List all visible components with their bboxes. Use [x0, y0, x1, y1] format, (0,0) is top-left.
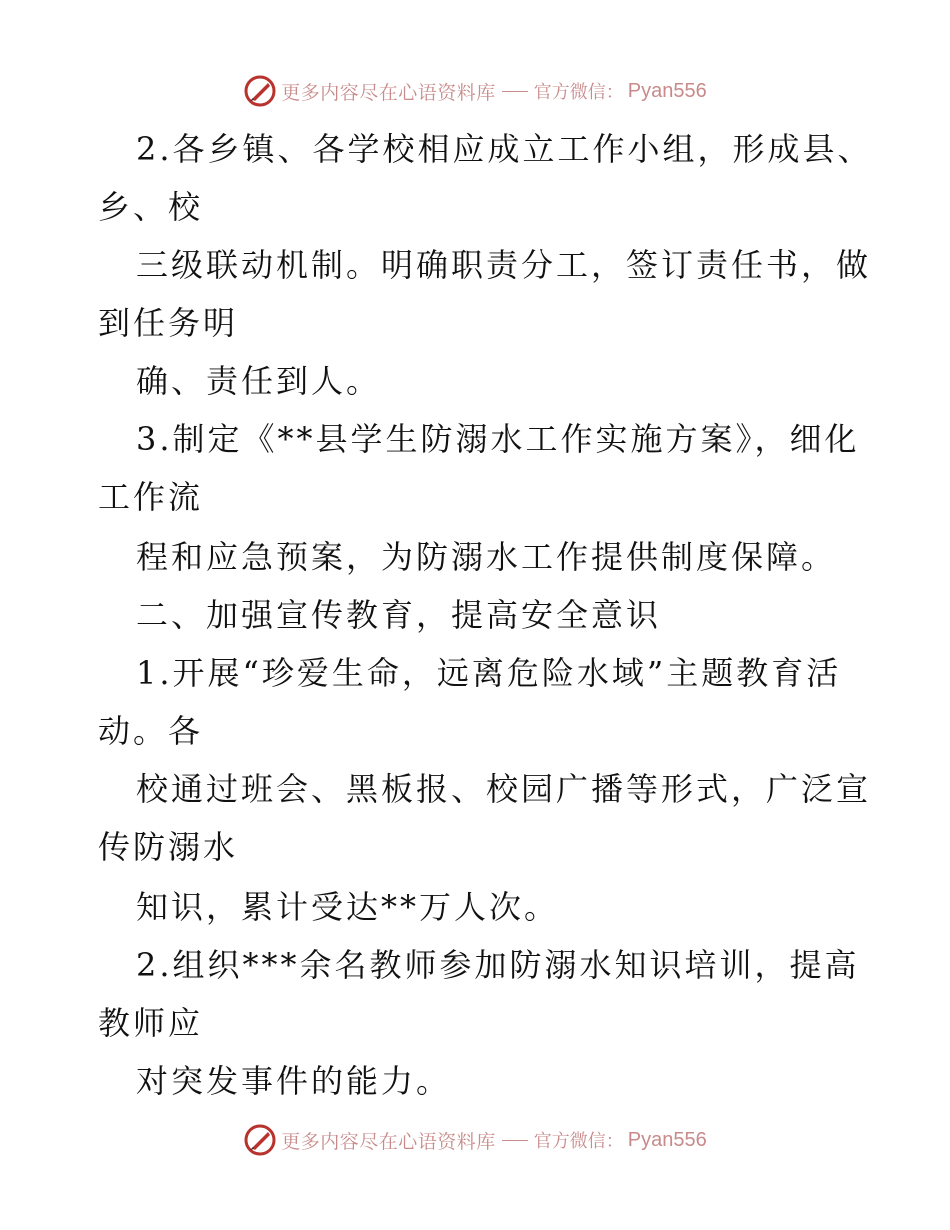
footer-watermark-banner	[0, 1120, 950, 1160]
paragraph-line: 动。各	[98, 712, 204, 750]
section-heading: 二、加强宣传教育，提高安全意识	[136, 596, 662, 634]
paragraph-line: 工作流	[98, 478, 204, 516]
paragraph-line: 确、责任到人。	[136, 362, 382, 400]
watermark-wechat-id: Pyan556	[627, 1128, 707, 1151]
watermark-wechat-label: 官方微信：	[533, 82, 624, 103]
paragraph-line: 3.制定《**县学生防溺水工作实施方案》，细化	[136, 420, 860, 458]
watermark-text: 更多内容尽在心语资料库	[281, 1130, 496, 1153]
paragraph-line: 乡、校	[98, 188, 204, 226]
paragraph-line: 校通过班会、黑板报、校园广播等形式，广泛宣	[136, 770, 872, 808]
paragraph-line: 2.组织***余名教师参加防溺水知识培训，提高	[136, 946, 860, 984]
watermark-text: 更多内容尽在心语资料库	[281, 81, 496, 104]
watermark-dash	[502, 1140, 528, 1141]
quill-logo-icon	[243, 1123, 277, 1157]
watermark-wechat-label: 官方微信：	[533, 1131, 624, 1152]
watermark-dash	[502, 91, 528, 92]
paragraph-line: 1.开展“珍爱生命，远离危险水域”主题教育活	[136, 654, 842, 692]
paragraph-line: 到任务明	[98, 304, 239, 342]
paragraph-line: 三级联动机制。明确职责分工，签订责任书，做	[136, 246, 872, 284]
quill-logo-icon	[243, 74, 277, 108]
paragraph-line: 传防溺水	[98, 828, 239, 866]
paragraph-line: 2.各乡镇、各学校相应成立工作小组，形成县、	[136, 130, 873, 168]
paragraph-line: 教师应	[98, 1004, 204, 1042]
paragraph-line: 知识，累计受达**万人次。	[136, 888, 560, 926]
paragraph-line: 程和应急预案，为防溺水工作提供制度保障。	[136, 538, 837, 576]
header-watermark-banner	[0, 71, 950, 111]
watermark-wechat-id: Pyan556	[627, 79, 707, 102]
paragraph-line: 对突发事件的能力。	[136, 1062, 452, 1100]
